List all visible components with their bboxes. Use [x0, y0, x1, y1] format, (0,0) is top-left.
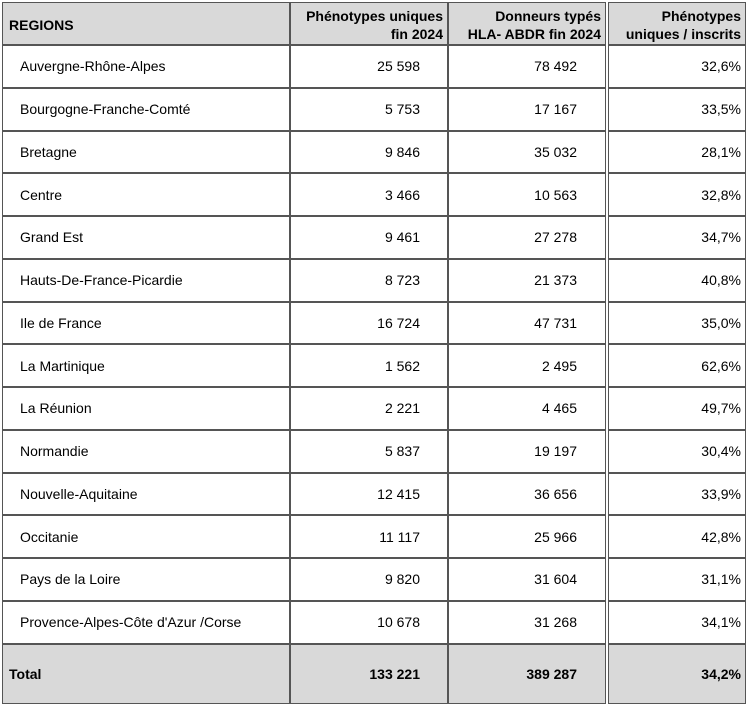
- region-cell: La Réunion: [2, 387, 290, 430]
- phenotypes-cell: 1 562: [290, 344, 448, 387]
- region-cell: Hauts-De-France-Picardie: [2, 259, 290, 302]
- donneurs-cell: 17 167: [448, 88, 606, 131]
- ratio-cell: 33,9%: [608, 473, 746, 516]
- header-ratio: Phénotypes uniques / inscrits: [608, 2, 746, 45]
- donneurs-cell: 78 492: [448, 45, 606, 88]
- ratio-cell: 33,5%: [608, 88, 746, 131]
- region-cell: Bourgogne-Franche-Comté: [2, 88, 290, 131]
- table-row: [2, 216, 746, 259]
- phenotypes-cell: 9 820: [290, 558, 448, 601]
- total-ratio: 34,2%: [608, 644, 746, 704]
- region-cell: Centre: [2, 173, 290, 216]
- ratio-cell: 28,1%: [608, 131, 746, 174]
- donneurs-cell: 27 278: [448, 216, 606, 259]
- regions-table: [2, 2, 746, 704]
- header-phenotypes: Phénotypes uniques fin 2024: [290, 2, 448, 45]
- table-header-row: [2, 2, 746, 45]
- table-row: [2, 173, 746, 216]
- region-cell: Normandie: [2, 430, 290, 473]
- table-row: [2, 601, 746, 644]
- donneurs-cell: 25 966: [448, 515, 606, 558]
- phenotypes-cell: 12 415: [290, 473, 448, 516]
- phenotypes-cell: 9 461: [290, 216, 448, 259]
- table-row: [2, 473, 746, 516]
- total-phenotypes: 133 221: [290, 644, 448, 704]
- header-donneurs: Donneurs typés HLA- ABDR fin 2024: [448, 2, 606, 45]
- table-row: [2, 88, 746, 131]
- table-row: [2, 131, 746, 174]
- region-cell: La Martinique: [2, 344, 290, 387]
- phenotypes-cell: 10 678: [290, 601, 448, 644]
- phenotypes-cell: 3 466: [290, 173, 448, 216]
- ratio-cell: 32,6%: [608, 45, 746, 88]
- table-row: [2, 259, 746, 302]
- ratio-cell: 31,1%: [608, 558, 746, 601]
- donneurs-cell: 31 268: [448, 601, 606, 644]
- donneurs-cell: 10 563: [448, 173, 606, 216]
- region-cell: Bretagne: [2, 131, 290, 174]
- region-cell: Pays de la Loire: [2, 558, 290, 601]
- phenotypes-cell: 11 117: [290, 515, 448, 558]
- region-cell: Ile de France: [2, 302, 290, 345]
- phenotypes-cell: 5 837: [290, 430, 448, 473]
- donneurs-cell: 19 197: [448, 430, 606, 473]
- donneurs-cell: 21 373: [448, 259, 606, 302]
- ratio-cell: 62,6%: [608, 344, 746, 387]
- ratio-cell: 32,8%: [608, 173, 746, 216]
- phenotypes-cell: 5 753: [290, 88, 448, 131]
- ratio-cell: 30,4%: [608, 430, 746, 473]
- donneurs-cell: 4 465: [448, 387, 606, 430]
- total-row: [2, 644, 746, 704]
- table-row: [2, 558, 746, 601]
- ratio-cell: 40,8%: [608, 259, 746, 302]
- donneurs-cell: 36 656: [448, 473, 606, 516]
- ratio-cell: 49,7%: [608, 387, 746, 430]
- table-row: [2, 302, 746, 345]
- table-row: [2, 45, 746, 88]
- ratio-cell: 35,0%: [608, 302, 746, 345]
- phenotypes-cell: 9 846: [290, 131, 448, 174]
- phenotypes-cell: 2 221: [290, 387, 448, 430]
- table-row: [2, 387, 746, 430]
- region-cell: Nouvelle-Aquitaine: [2, 473, 290, 516]
- ratio-cell: 34,7%: [608, 216, 746, 259]
- phenotypes-cell: 8 723: [290, 259, 448, 302]
- total-label: Total: [2, 644, 290, 704]
- region-cell: Occitanie: [2, 515, 290, 558]
- table-row: [2, 515, 746, 558]
- table-row: [2, 344, 746, 387]
- donneurs-cell: 31 604: [448, 558, 606, 601]
- table-row: [2, 430, 746, 473]
- donneurs-cell: 35 032: [448, 131, 606, 174]
- ratio-cell: 34,1%: [608, 601, 746, 644]
- header-regions: REGIONS: [2, 2, 290, 45]
- phenotypes-cell: 25 598: [290, 45, 448, 88]
- ratio-cell: 42,8%: [608, 515, 746, 558]
- donneurs-cell: 2 495: [448, 344, 606, 387]
- donneurs-cell: 47 731: [448, 302, 606, 345]
- total-donneurs: 389 287: [448, 644, 606, 704]
- phenotypes-cell: 16 724: [290, 302, 448, 345]
- region-cell: Auvergne-Rhône-Alpes: [2, 45, 290, 88]
- region-cell: Grand Est: [2, 216, 290, 259]
- region-cell: Provence-Alpes-Côte d'Azur /Corse: [2, 601, 290, 644]
